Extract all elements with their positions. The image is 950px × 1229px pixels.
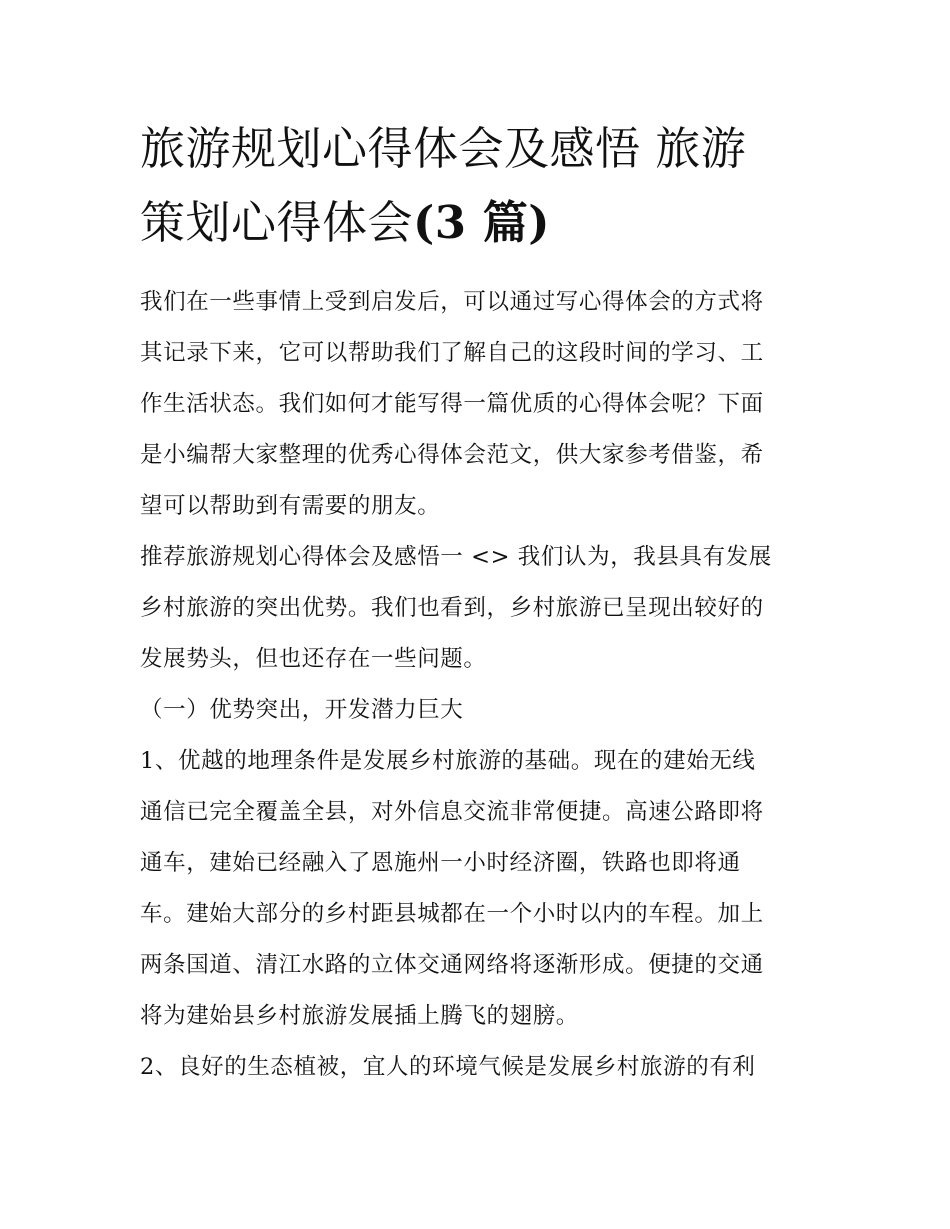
body-line: 两条国道、清江水路的立体交通网络将逐渐形成。便捷的交通 [140,952,764,978]
body-line: 作生活状态。我们如何才能写得一篇优质的心得体会呢？下面 [140,391,764,417]
body-line: 将为建始县乡村旅游发展插上腾飞的翅膀。 [140,1003,579,1029]
body-line: 我们在一些事情上受到启发后，可以通过写心得体会的方式将 [140,289,764,315]
body-line: 发展势头，但也还存在一些问题。 [140,646,487,672]
body-line: 推荐旅游规划心得体会及感悟一 <> 我们认为，我县具有发展 [140,544,772,570]
body-line: 乡村旅游的突出优势。我们也看到，乡村旅游已呈现出较好的 [140,595,764,621]
body-line: 是小编帮大家整理的优秀心得体会范文，供大家参考借鉴，希 [140,442,764,468]
document-body [140,282,820,1098]
body-line: 其记录下来，它可以帮助我们了解自己的这段时间的学习、工 [140,340,764,366]
title-line-2-text: 策划心得体会 [140,196,414,249]
body-line: 2、良好的生态植被，宜人的环境气候是发展乡村旅游的有利 [140,1054,756,1080]
body-line: 车。建始大部分的乡村距县城都在一个小时以内的车程。加上 [140,901,764,927]
body-line: 1、优越的地理条件是发展乡村旅游的基础。现在的建始无线 [140,748,756,774]
body-line: 通车，建始已经融入了恩施州一小时经济圈，铁路也即将通 [140,850,741,876]
title-line-2 [140,186,820,260]
title-count: (3 篇) [413,196,551,249]
body-line: 望可以帮助到有需要的朋友。 [140,493,441,519]
section-heading: （一）优势突出，开发潜力巨大 [140,697,464,723]
body-line: 通信已完全覆盖全县，对外信息交流非常便捷。高速公路即将 [140,799,764,825]
title-line-1: 旅游规划心得体会及感悟 旅游 [140,122,747,175]
document-title [140,112,820,260]
